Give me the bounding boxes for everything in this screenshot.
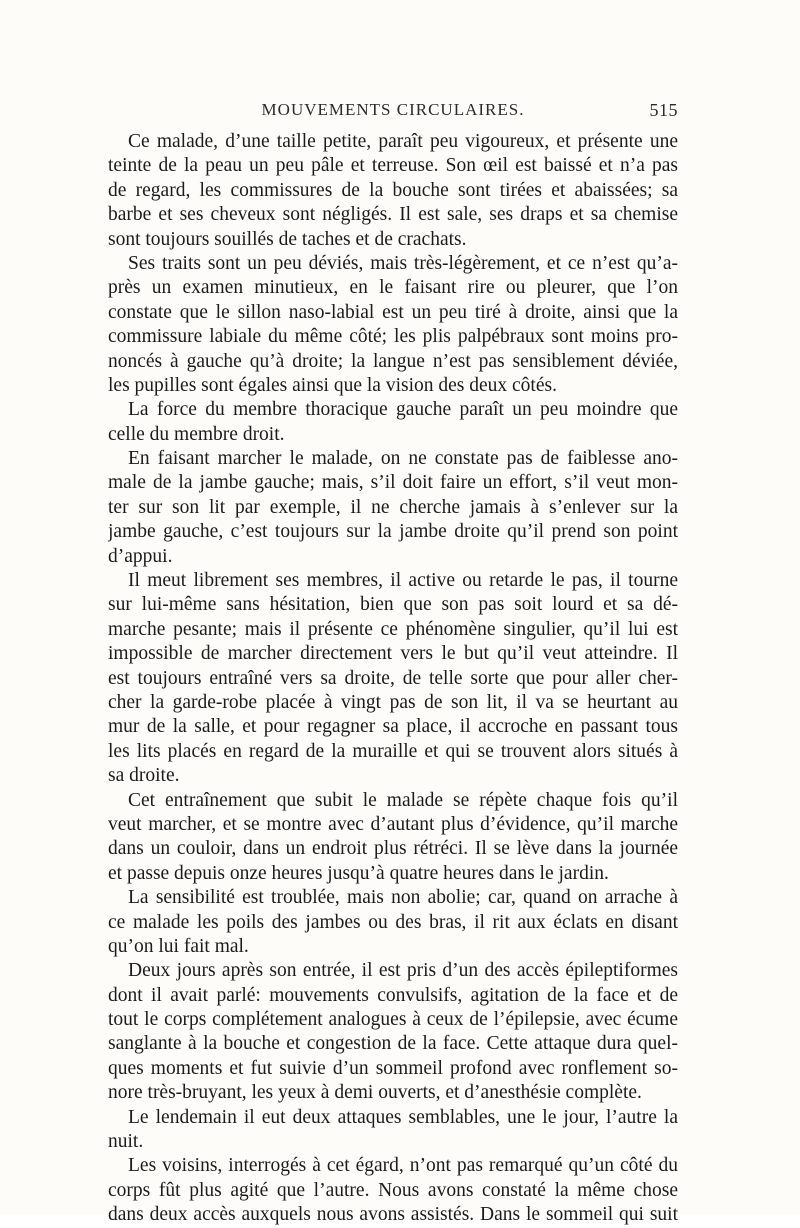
text-line: Il meut librement ses membres, il active ou retarde le pas, il tourne <box>128 570 678 592</box>
text-line: Ses traits sont un peu déviés, mais très-légèrement, et ce n’est qu’a- <box>128 252 678 274</box>
text-line: ques moments et fut suivie d’un sommeil profond avec ronflement so- <box>108 1057 678 1079</box>
text-line: noncés à gauche qu’à droite; la langue n’est pas sensiblement déviée, <box>108 350 678 372</box>
text-line: et passe depuis onze heures jusqu’à quatre heures dans le jardin. <box>108 862 609 884</box>
text-line: les lits placés en regard de la muraille et qui se trouvent alors situés à <box>108 740 678 762</box>
text-line: constate que le sillon naso-labial est un peu tiré à droite, ainsi que la <box>108 301 678 323</box>
text-line: commissure labiale du même côté; les plis palpébraux sont moins pro- <box>108 326 678 348</box>
text-line: sont toujours souillés de taches et de crachats. <box>108 228 467 250</box>
page-number: 515 <box>649 100 678 120</box>
body-text <box>108 130 678 1228</box>
text-line: veut marcher, et se montre avec d’autant plus d’évidence, qu’il marche <box>108 813 678 835</box>
text-line: sa droite. <box>108 765 180 787</box>
text-line: La force du membre thoracique gauche paraît un peu moindre que <box>128 399 678 421</box>
text-line: jambe gauche, c’est toujours sur la jambe droite qu’il prend son point <box>108 521 678 543</box>
text-line: celle du membre droit. <box>108 423 285 445</box>
text-line: dans un couloir, dans un endroit plus rétréci. Il se lève dans la journée <box>108 838 678 860</box>
text-line: cher la garde-robe placée à vingt pas de son lit, il va se heurtant au <box>108 691 678 713</box>
text-line: corps fût plus agité que l’autre. Nous avons constaté la même chose <box>108 1179 678 1201</box>
text-line: Les voisins, interrogés à cet égard, n’ont pas remarqué qu’un côté du <box>128 1155 678 1177</box>
text-line: La sensibilité est troublée, mais non abolie; car, quand on arrache à <box>128 887 678 909</box>
text-line: ter sur son lit par exemple, il ne cherche jamais à s’enlever sur la <box>108 496 678 518</box>
running-head <box>108 100 678 126</box>
text-line: Deux jours après son entrée, il est pris d’un des accès épileptiformes <box>128 960 678 982</box>
text-line: d’appui. <box>108 545 173 567</box>
text-line: Ce malade, d’une taille petite, paraît peu vigoureux, et présente une <box>128 131 678 152</box>
text-line: de regard, les commissures de la bouche sont tirées et abaissées; sa <box>108 179 678 201</box>
text-line: sanglante à la bouche et congestion de la face. Cette attaque dura quel- <box>108 1033 678 1055</box>
text-line: est toujours entraîné vers sa droite, de telle sorte que pour aller cher- <box>108 667 678 689</box>
text-line: sur lui-même sans hésitation, bien que son pas soit lourd et sa dé- <box>108 594 678 616</box>
text-line: mur de la salle, et pour regagner sa place, il accroche en passant tous <box>108 716 678 738</box>
text-line: les pupilles sont égales ainsi que la vision des deux côtés. <box>108 374 557 396</box>
text-line: Le lendemain il eut deux attaques semblables, une le jour, l’autre la <box>128 1106 678 1128</box>
text-line: En faisant marcher le malade, on ne constate pas de faiblesse ano- <box>128 448 678 470</box>
text-line: dont il avait parlé: mouvements convulsifs, agitation de la face et de <box>108 984 678 1006</box>
text-line: ce malade les poils des jambes ou des bras, il rit aux éclats en disant <box>108 911 678 933</box>
text-line: marche pesante; mais il présente ce phénomène singulier, qu’il lui est <box>108 618 678 640</box>
text-line: barbe et ses cheveux sont négligés. Il est sale, ses draps et sa chemise <box>108 204 678 226</box>
text-line: male de la jambe gauche; mais, s’il doit faire un effort, s’il veut mon- <box>108 472 678 494</box>
text-line: dans deux accès auxquels nous avons assistés. Dans le sommeil qui suit <box>108 1204 678 1226</box>
text-line: Cet entraînement que subit le malade se répète chaque fois qu’il <box>128 789 678 811</box>
running-title: MOUVEMENTS CIRCULAIRES. <box>261 100 525 119</box>
text-line: tout le corps complétement analogues à ceux de l’épilepsie, avec écume <box>108 1009 678 1031</box>
text-line: nuit. <box>108 1131 144 1153</box>
text-line: nore très-bruyant, les yeux à demi ouverts, et d’anesthésie complète. <box>108 1082 642 1104</box>
text-line: impossible de marcher directement vers le but qu’il veut atteindre. Il <box>108 643 678 665</box>
text-line: qu’on lui fait mal. <box>108 935 249 957</box>
text-line: teinte de la peau un peu pâle et terreuse. Son œil est baissé et n’a pas <box>108 155 678 177</box>
text-line: près un examen minutieux, en le faisant rire ou pleurer, que l’on <box>108 277 678 299</box>
